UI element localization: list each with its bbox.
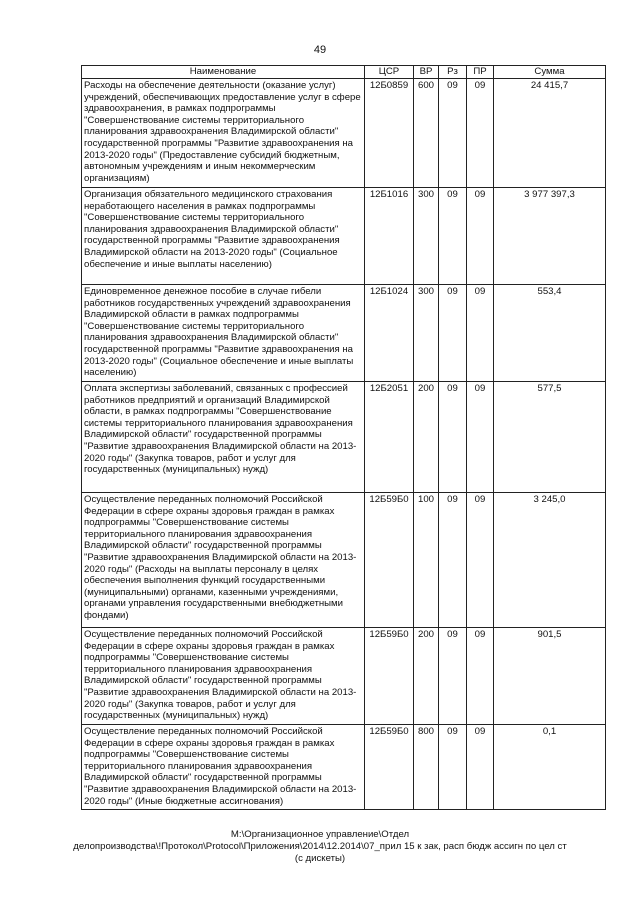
row-pr: 09 <box>467 79 494 188</box>
footer-line-3: (с дискеты) <box>294 852 346 864</box>
row-sum: 24 415,7 <box>494 79 606 188</box>
row-sum: 3 977 397,3 <box>494 188 606 285</box>
row-rz: 09 <box>439 79 467 188</box>
row-name: Оплата экспертизы заболеваний, связанных с профессией работников предприятий и организаций Владимирской области, в рамках подпрограммы "Совершенствование системы территориального планирования здравоохранения Владимирской области" государственной программы "Развитие здравоохранения Владимирской области на 2013-2020 годы" (Закупка товаров, работ и услуг для государственных (муниципальных) нужд) <box>82 382 365 493</box>
row-vr: 300 <box>414 188 439 285</box>
page-number: 49 <box>313 44 327 56</box>
row-csr: 12Б0859 <box>365 79 414 188</box>
row-sum: 901,5 <box>494 628 606 725</box>
row-rz: 09 <box>439 382 467 493</box>
row-csr: 12Б59Б0 <box>365 725 414 810</box>
row-vr: 100 <box>414 493 439 628</box>
row-name: Единовременное денежное пособие в случае гибели работников государственных учреждений здравоохранения Владимирской области в рамках подпрограммы "Совершенствование системы территориального планирования здравоохранения Владимирской области" государственной программы "Развитие здравоохранения на 2013-2020 годы" (Социальное обеспечение и иные выплаты населению) <box>82 285 365 382</box>
row-csr: 12Б2051 <box>365 382 414 493</box>
budget-table <box>81 65 606 810</box>
row-rz: 09 <box>439 628 467 725</box>
table-row <box>82 725 606 810</box>
row-csr: 12Б59Б0 <box>365 493 414 628</box>
table-row <box>82 628 606 725</box>
column-header-csr: ЦСР <box>365 66 414 79</box>
row-vr: 300 <box>414 285 439 382</box>
row-name: Организация обязательного медицинского страхования неработающего населения в рамках подпрограммы "Совершенствование системы территориального планирования здравоохранения Владимирской области" государственной программы "Развитие здравоохранения Владимирской области на 2013-2020 годы" (Социальное обеспечение и иные выплаты населению) <box>82 188 365 285</box>
column-header-sum: Сумма <box>494 66 606 79</box>
row-pr: 09 <box>467 725 494 810</box>
row-name: Осуществление переданных полномочий Российской Федерации в сфере охраны здоровья граждан в рамках подпрограммы "Совершенствование системы территориального планирования здравоохранения Владимирской области" государственной программы "Развитие здравоохранения Владимирской области на 2013-2020 годы" (Иные бюджетные ассигнования) <box>82 725 365 810</box>
row-sum: 553,4 <box>494 285 606 382</box>
row-pr: 09 <box>467 493 494 628</box>
footer-line-1: М:\Организационное управление\Отдел <box>230 829 410 840</box>
row-vr: 200 <box>414 628 439 725</box>
row-vr: 800 <box>414 725 439 810</box>
row-pr: 09 <box>467 285 494 382</box>
row-rz: 09 <box>439 285 467 382</box>
row-rz: 09 <box>439 725 467 810</box>
row-pr: 09 <box>467 382 494 493</box>
row-pr: 09 <box>467 188 494 285</box>
row-name: Расходы на обеспечение деятельности (оказание услуг) учреждений, обеспечивающих предоставление услуг в сфере здравоохранения, в рамках подпрограммы "Совершенствование системы территориального планирования здравоохранения Владимирской области" государственной программы "Развитие здравоохранения на 2013-2020 годы" (Предоставление субсидий бюджетным, автономным учреждениям и иным некоммерческим организациям) <box>82 79 365 188</box>
table-row <box>82 188 606 285</box>
row-pr: 09 <box>467 628 494 725</box>
row-csr: 12Б1024 <box>365 285 414 382</box>
row-name: Осуществление переданных полномочий Российской Федерации в сфере охраны здоровья граждан в рамках подпрограммы "Совершенствование системы территориального планирования здравоохранения Владимирской области" государственной программы "Развитие здравоохранения Владимирской области на 2013-2020 годы" (Закупка товаров, работ и услуг для государственных (муниципальных) нужд) <box>82 628 365 725</box>
row-vr: 600 <box>414 79 439 188</box>
row-csr: 12Б1016 <box>365 188 414 285</box>
table-row <box>82 79 606 188</box>
column-header-name: Наименование <box>82 66 365 79</box>
table-header-row <box>82 66 606 79</box>
file-path-footer <box>0 829 640 864</box>
row-rz: 09 <box>439 493 467 628</box>
table-row <box>82 382 606 493</box>
row-sum: 577,5 <box>494 382 606 493</box>
footer-line-2: делопроизводства\!Протокол\Protocol\Приложения\2014\12.2014\07_прил 15 к зак, расп бюдж ассигн по цел ст <box>73 840 567 852</box>
table-row <box>82 285 606 382</box>
row-rz: 09 <box>439 188 467 285</box>
column-header-vr: ВР <box>414 66 439 79</box>
row-csr: 12Б59Б0 <box>365 628 414 725</box>
row-name: Осуществление переданных полномочий Российской Федерации в сфере охраны здоровья граждан в рамках подпрограммы "Совершенствование системы территориального планирования здравоохранения Владимирской области" государственной программы "Развитие здравоохранения Владимирской области на 2013-2020 годы" (Расходы на выплаты персоналу в целях обеспечения выполнения функций государственными (муниципальными) органами, казенными учреждениями, органами управления государственными внебюджетными фондами) <box>82 493 365 628</box>
row-sum: 0,1 <box>494 725 606 810</box>
row-vr: 200 <box>414 382 439 493</box>
column-header-rz: Рз <box>439 66 467 79</box>
row-sum: 3 245,0 <box>494 493 606 628</box>
table-row <box>82 493 606 628</box>
column-header-pr: ПР <box>467 66 494 79</box>
